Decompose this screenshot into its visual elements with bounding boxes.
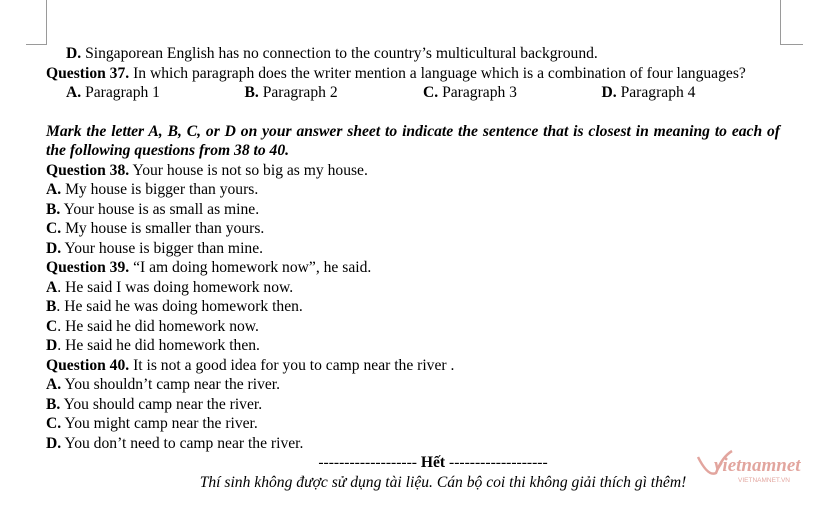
end-marker — [46, 453, 780, 473]
option-text: . He said he did homework now. — [57, 317, 259, 335]
option-c — [46, 414, 780, 434]
option-text: Paragraph 2 — [258, 84, 338, 101]
question-37-stem — [46, 64, 780, 84]
watermark-sub-text: VIETNAMNET.VN — [738, 477, 791, 484]
option-letter: C. — [46, 415, 62, 432]
option-letter: A. — [46, 376, 62, 393]
footer-note: Thí sinh không được sử dụng tài liệu. Cán bộ coi thi không giải thích gì thêm! — [199, 473, 687, 491]
option-text: You shouldn’t camp near the river. — [61, 376, 281, 393]
exam-content — [46, 44, 780, 493]
question-text: Your house is not so big as my house. — [129, 161, 368, 179]
option-a — [66, 83, 245, 103]
vietnamnet-watermark-logo — [694, 447, 806, 487]
option-b — [245, 83, 424, 103]
option-a — [46, 278, 780, 298]
option-letter: A. — [66, 84, 82, 101]
option-letter: A — [46, 278, 58, 296]
option-letter: C — [46, 317, 58, 335]
option-d — [602, 83, 781, 103]
end-word: Hết — [420, 454, 446, 471]
option-letter: B. — [46, 200, 61, 218]
question-40-stem — [46, 356, 780, 376]
question-text: In which paragraph does the writer mention a language which is a combination of four languages? — [129, 64, 746, 82]
option-letter: A. — [46, 181, 62, 198]
question-38-stem — [46, 161, 780, 181]
option-d — [46, 239, 780, 259]
question-text: “I am doing homework now”, he said. — [129, 259, 372, 276]
option-c — [46, 317, 780, 337]
option-a — [46, 375, 780, 395]
option-text: My house is bigger than yours. — [61, 181, 259, 198]
option-letter: D. — [46, 434, 62, 452]
option-letter: B. — [46, 395, 61, 413]
end-dashes-right: ------------------- — [445, 454, 548, 471]
option-b — [46, 395, 780, 415]
option-text: . He said he was doing homework then. — [56, 298, 303, 315]
option-b — [46, 200, 780, 220]
option-text: Paragraph 4 — [616, 84, 696, 101]
crop-mark-top-right — [780, 0, 803, 45]
watermark-main-text: vietnamnet — [714, 455, 801, 476]
option-d — [46, 336, 780, 356]
option-letter: D. — [46, 239, 62, 257]
option-text: Your house is as small as mine. — [60, 200, 260, 218]
option-c — [46, 219, 780, 239]
option-text: You don’t need to camp near the river. — [61, 434, 304, 452]
option-letter: B. — [244, 84, 259, 101]
option-c — [423, 83, 602, 103]
section-instruction: Mark the letter A, B, C, or D on your answer sheet to indicate the sentence that is closest in meaning to each of the following questions from 38 to 40. — [46, 122, 780, 159]
option-text: My house is smaller than yours. — [61, 220, 265, 237]
question-37-options — [46, 83, 780, 103]
question-39-stem — [46, 258, 780, 278]
option-letter: D. — [66, 45, 82, 62]
question-label: Question 37. — [46, 64, 130, 82]
option-letter: D — [46, 337, 58, 354]
option-text: Paragraph 1 — [81, 84, 160, 101]
option-text: . He said he did homework then. — [57, 337, 260, 354]
option-text: You might camp near the river. — [61, 415, 258, 432]
option-text: . He said I was doing homework now. — [57, 278, 294, 296]
option-text: Your house is bigger than mine. — [61, 239, 264, 257]
end-dashes-left: ------------------- — [318, 454, 421, 471]
option-d — [46, 434, 780, 454]
option-letter: B — [46, 298, 57, 315]
question-label: Question 39. — [46, 259, 130, 276]
question-label: Question 40. — [46, 356, 130, 374]
option-letter: C. — [46, 220, 62, 237]
option-a — [46, 180, 780, 200]
option-letter: D. — [601, 84, 617, 101]
option-b — [46, 297, 780, 317]
option-letter: C. — [423, 84, 439, 101]
crop-mark-top-left — [26, 0, 47, 45]
question-text: It is not a good idea for you to camp near the river . — [129, 356, 455, 374]
question-36-option-d — [46, 44, 780, 64]
option-text: Singaporean English has no connection to the country’s multicultural background. — [81, 45, 598, 62]
question-label: Question 38. — [46, 161, 130, 179]
option-text: You should camp near the river. — [60, 395, 263, 413]
option-text: Paragraph 3 — [438, 84, 517, 101]
